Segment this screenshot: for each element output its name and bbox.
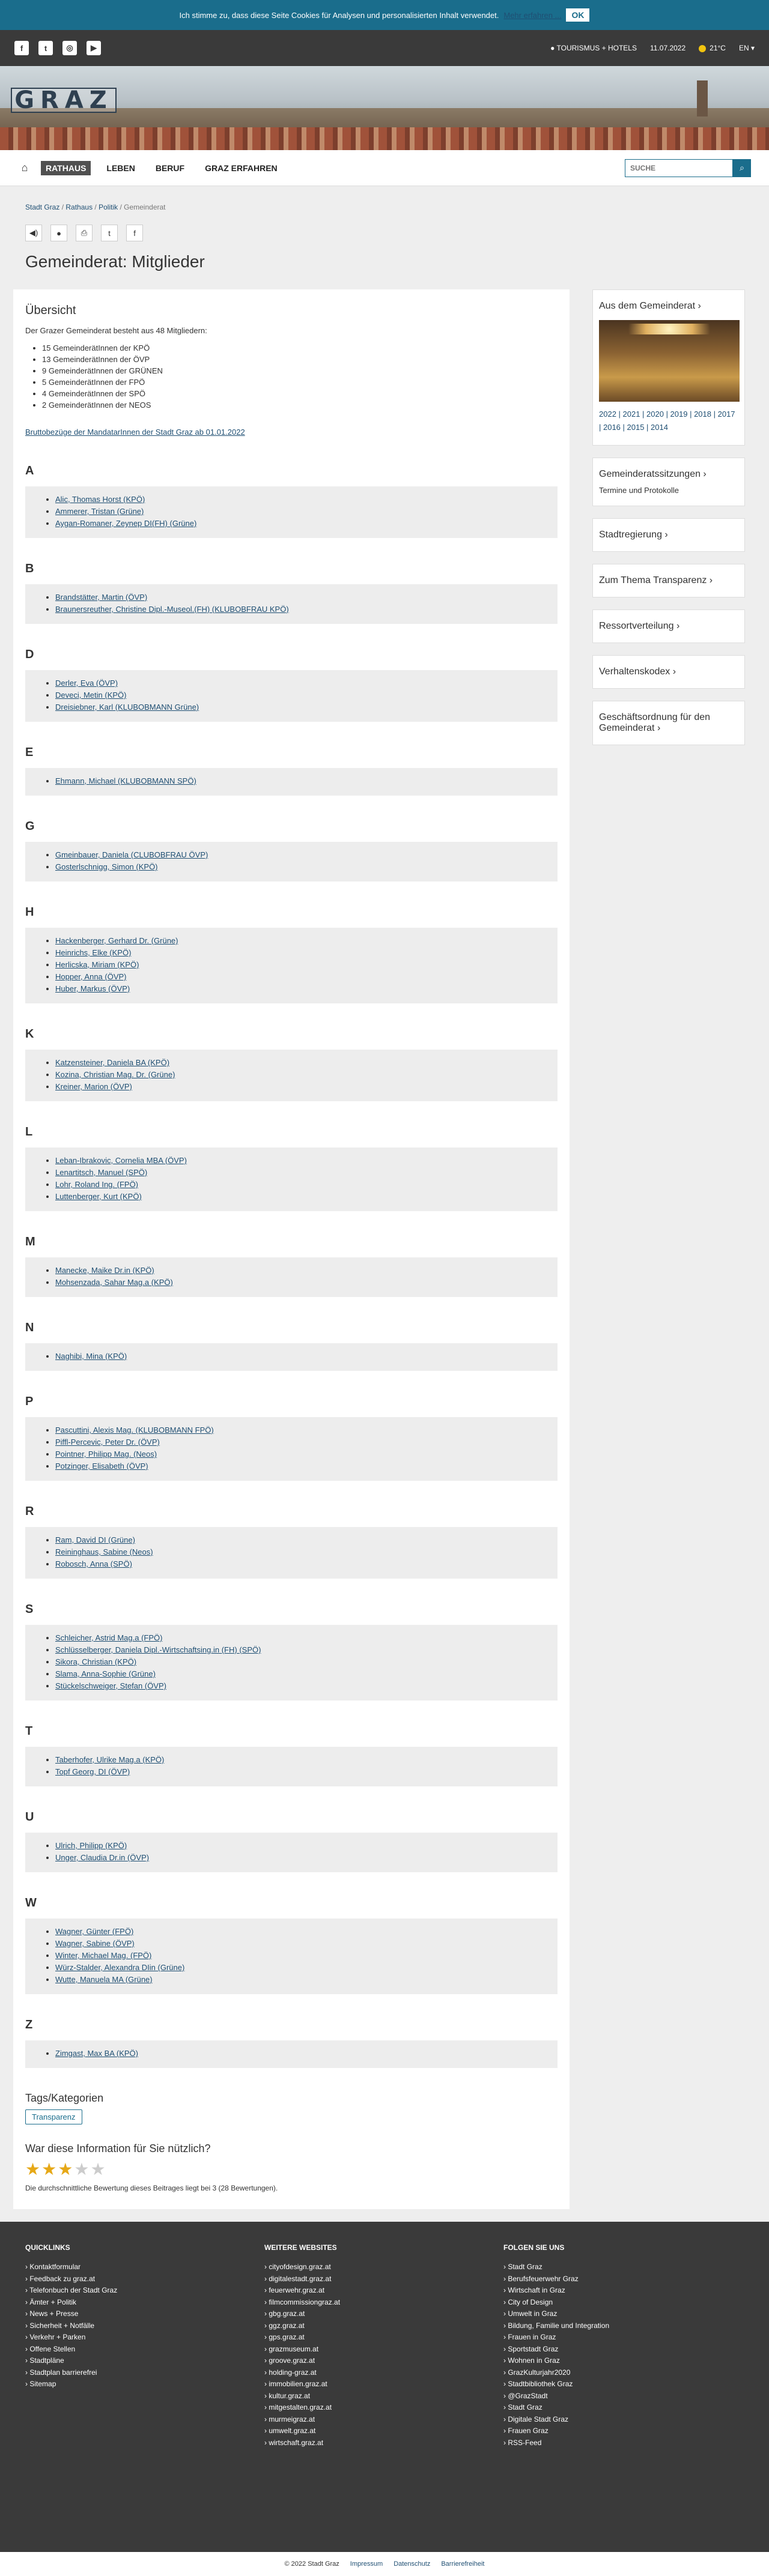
member-group <box>25 1527 558 1579</box>
tags-heading: Tags/Kategorien <box>25 2092 104 2104</box>
card-title[interactable]: Geschäftsordnung für den Gemeinderat › <box>599 712 711 733</box>
list-item <box>55 1436 547 1448</box>
member-group <box>25 1050 558 1101</box>
tourism-link[interactable]: ● TOURISMUS + HOTELS <box>550 44 637 52</box>
footer-link[interactable]: › RSS-Feed <box>503 2437 743 2449</box>
letter-heading: B <box>25 562 34 575</box>
member-link[interactable]: Ehmann, Michael (KLUBOBMANN SPÖ) <box>55 776 196 785</box>
date: 11.07.2022 <box>649 44 686 52</box>
list-item <box>55 947 547 959</box>
list-item <box>55 1632 547 1644</box>
sun-icon <box>699 45 706 52</box>
list-item <box>55 1926 547 1938</box>
rating-stars[interactable] <box>25 2161 558 2178</box>
card-subtitle: Termine und Protokolle <box>599 486 679 495</box>
list-item <box>55 591 547 603</box>
list-item <box>55 1460 547 1472</box>
card-title[interactable]: Verhaltenskodex › <box>599 667 676 677</box>
chat-icon[interactable]: ● <box>50 225 67 241</box>
member-link[interactable]: Heinrichs, Elke (KPÖ) <box>55 948 132 957</box>
bottom-bar <box>0 2552 769 2576</box>
list-item <box>55 1069 547 1081</box>
overview-heading: Übersicht <box>25 304 76 317</box>
footer-websites <box>264 2243 503 2530</box>
member-link[interactable]: Taberhofer, Ulrike Mag.a (KPÖ) <box>55 1755 165 1764</box>
member-group <box>25 1625 558 1701</box>
footer-link[interactable]: › Kontaktformular <box>25 2261 264 2273</box>
member-link[interactable]: Manecke, Maike Dr.in (KPÖ) <box>55 1266 154 1275</box>
member-link[interactable]: Wagner, Günter (FPÖ) <box>55 1927 134 1936</box>
star-icon[interactable]: ★ <box>74 2160 90 2178</box>
overview-list <box>42 342 558 411</box>
list-item <box>55 1754 547 1766</box>
footer-link[interactable]: › Sicherheit + Notfälle <box>25 2320 264 2332</box>
footer-link[interactable]: › gbg.graz.at <box>264 2308 503 2320</box>
member-link[interactable]: Luttenberger, Kurt (KPÖ) <box>55 1192 142 1201</box>
list-item <box>55 1546 547 1558</box>
member-link[interactable]: Huber, Markus (ÖVP) <box>55 984 130 993</box>
footer-link[interactable]: › Offene Stellen <box>25 2344 264 2356</box>
list-item <box>55 1265 547 1277</box>
member-link[interactable]: Reininghaus, Sabine (Neos) <box>55 1547 153 1556</box>
facebook-icon[interactable]: f <box>14 41 29 55</box>
footer-link[interactable]: › cityofdesign.graz.at <box>264 2261 503 2273</box>
star-icon[interactable]: ★ <box>25 2160 41 2178</box>
list-item <box>55 1350 547 1362</box>
main-content <box>13 289 570 2209</box>
list-item <box>55 1668 547 1680</box>
member-link[interactable]: Dreisiebner, Karl (KLUBOBMANN Grüne) <box>55 703 199 712</box>
list-item: • 4 GemeinderätInnen der SPÖ <box>42 388 558 399</box>
list-item <box>55 1974 547 1986</box>
letter-heading: U <box>25 1810 34 1824</box>
member-link[interactable]: Mohsenzada, Sahar Mag.a (KPÖ) <box>55 1278 173 1287</box>
youtube-icon[interactable]: ▶ <box>87 41 101 55</box>
footer-link[interactable]: › ggz.graz.at <box>264 2320 503 2332</box>
rating-text: Die durchschnittliche Bewertung dieses Beitrages liegt bei 3 (28 Bewertungen). <box>25 2184 278 2192</box>
member-link[interactable]: Hackenberger, Gerhard Dr. (Grüne) <box>55 936 178 945</box>
sidebar <box>592 289 745 2209</box>
list-item <box>55 1558 547 1570</box>
card-verhaltenskodex[interactable] <box>592 655 745 689</box>
nav-item-rathaus[interactable]: RATHAUS <box>41 161 91 175</box>
member-group <box>25 1747 558 1786</box>
footer-link[interactable]: › immobilien.graz.at <box>264 2378 503 2390</box>
star-icon[interactable]: ★ <box>41 2160 57 2178</box>
rating-section <box>25 2142 558 2192</box>
overview-intro: Der Grazer Gemeinderat besteht aus 48 Mitgliedern: <box>25 326 207 335</box>
footer-link[interactable]: › umwelt.graz.at <box>264 2425 503 2437</box>
card-title[interactable]: Gemeinderatssitzungen › <box>599 469 707 479</box>
tags-section <box>25 2092 558 2142</box>
list-item <box>55 603 547 615</box>
member-link[interactable]: Katzensteiner, Daniela BA (KPÖ) <box>55 1058 170 1067</box>
star-icon[interactable]: ★ <box>58 2160 73 2178</box>
list-item <box>55 494 547 506</box>
card-title[interactable]: Stadtregierung › <box>599 530 668 540</box>
list-item <box>55 689 547 701</box>
footer-link[interactable]: › @GrazStadt <box>503 2390 743 2402</box>
footer-link[interactable]: › Berufsfeuerwehr Graz <box>503 2273 743 2285</box>
footer-link[interactable]: › Stadtplan barrierefrei <box>25 2367 264 2379</box>
council-hall-image <box>599 320 740 402</box>
list-item <box>55 971 547 983</box>
footer-link[interactable]: › Frauen in Graz <box>503 2332 743 2344</box>
footer-link[interactable]: › News + Presse <box>25 2308 264 2320</box>
member-link[interactable]: Ammerer, Tristan (Grüne) <box>55 507 144 516</box>
list-item <box>55 1938 547 1950</box>
footer-link[interactable]: › Sitemap <box>25 2378 264 2390</box>
member-group <box>25 670 558 722</box>
list-item <box>55 677 547 689</box>
letter-heading: W <box>25 1896 37 1909</box>
member-link[interactable]: Naghibi, Mina (KPÖ) <box>55 1352 127 1361</box>
member-group <box>25 486 558 538</box>
member-link[interactable]: Brandstätter, Martin (ÖVP) <box>55 593 148 602</box>
member-link[interactable]: Ram, David DI (Grüne) <box>55 1535 135 1544</box>
member-link[interactable]: Robosch, Anna (SPÖ) <box>55 1559 132 1568</box>
card-geschaeftsordnung[interactable] <box>592 701 745 745</box>
footer-heading: QUICKLINKS <box>25 2243 70 2252</box>
letter-heading: A <box>25 464 34 477</box>
member-link[interactable]: Alic, Thomas Horst (KPÖ) <box>55 495 145 504</box>
footer-link[interactable]: › Telefonbuch der Stadt Graz <box>25 2285 264 2297</box>
list-item <box>55 1448 547 1460</box>
list-item <box>55 1852 547 1864</box>
member-group <box>25 842 558 881</box>
member-link[interactable]: Slama, Anna-Sophie (Grüne) <box>55 1669 156 1678</box>
list-item <box>55 1277 547 1289</box>
footer-link[interactable]: › holding-graz.at <box>264 2367 503 2379</box>
letter-heading: P <box>25 1395 34 1408</box>
member-group <box>25 1918 558 1994</box>
member-link[interactable]: Potzinger, Elisabeth (ÖVP) <box>55 1462 148 1471</box>
member-link[interactable]: Kozina, Christian Mag. Dr. (Grüne) <box>55 1070 175 1079</box>
list-item <box>55 1766 547 1778</box>
read-aloud-icon[interactable]: ◀) <box>25 225 42 241</box>
year-links[interactable]: 2022 | 2021 | 2020 | 2019 | 2018 | 2017 | 2016 | 2015 | 2014 <box>599 410 735 432</box>
star-icon[interactable]: ★ <box>90 2160 106 2178</box>
nav-item-graz-erfahren[interactable]: GRAZ ERFAHREN <box>205 163 278 173</box>
list-item: • 15 GemeinderätInnen der KPÖ <box>42 342 558 354</box>
card-title[interactable]: Zum Thema Transparenz › <box>599 575 713 585</box>
footer-link[interactable]: › filmcommissiongraz.at <box>264 2297 503 2309</box>
letter-heading: K <box>25 1027 34 1041</box>
impressum-link[interactable]: Impressum <box>350 2560 383 2568</box>
footer-link[interactable]: › Wirtschaft in Graz <box>503 2285 743 2297</box>
list-item <box>55 959 547 971</box>
member-group <box>25 1257 558 1297</box>
toolbar <box>0 211 769 241</box>
footer <box>0 2222 769 2552</box>
search-icon[interactable]: ⌕ <box>733 159 751 177</box>
footer-link[interactable]: › Stadt Graz <box>503 2402 743 2414</box>
members-list <box>25 464 558 2068</box>
footer-link[interactable]: › kultur.graz.at <box>264 2390 503 2402</box>
footer-link[interactable]: › Stadt Graz <box>503 2261 743 2273</box>
weather: 21°C <box>699 44 726 52</box>
footer-link[interactable]: › Verkehr + Parken <box>25 2332 264 2344</box>
member-link[interactable]: Zimgast, Max BA (KPÖ) <box>55 2049 138 2058</box>
footer-link[interactable]: › Stadtbibliothek Graz <box>503 2378 743 2390</box>
footer-link[interactable]: › Stadtpläne <box>25 2355 264 2367</box>
breadcrumb-item[interactable]: Politik <box>99 203 118 211</box>
barrierefreiheit-link[interactable]: Barrierefreiheit <box>441 2560 485 2568</box>
list-item <box>55 1840 547 1852</box>
footer-heading: WEITERE WEBSITES <box>264 2243 337 2252</box>
footer-link[interactable]: › Frauen Graz <box>503 2425 743 2437</box>
cookie-text: Ich stimme zu, dass diese Seite Cookies für Analysen und personalisierten Inhalt verwendet. <box>179 10 499 20</box>
footer-link[interactable]: › gps.graz.at <box>264 2332 503 2344</box>
footer-link[interactable]: › Digitale Stadt Graz <box>503 2414 743 2426</box>
top-bar <box>0 30 769 66</box>
member-link[interactable]: Derler, Eva (ÖVP) <box>55 679 118 688</box>
list-item: • 5 GemeinderätInnen der FPÖ <box>42 376 558 388</box>
letter-heading: H <box>25 906 34 919</box>
list-item <box>55 861 547 873</box>
member-link[interactable]: Stückelschweiger, Stefan (ÖVP) <box>55 1681 166 1690</box>
list-item <box>55 1155 547 1167</box>
letter-heading: D <box>25 648 34 661</box>
list-item <box>55 1424 547 1436</box>
card-stadtregierung[interactable] <box>592 518 745 552</box>
member-link[interactable]: Herlicska, Miriam (KPÖ) <box>55 960 139 969</box>
letter-heading: Z <box>25 2018 33 2031</box>
member-link[interactable]: Wagner, Sabine (ÖVP) <box>55 1939 135 1948</box>
breadcrumb-item[interactable]: Rathaus <box>65 203 93 211</box>
member-link[interactable]: Pascuttini, Alexis Mag. (KLUBOBMANN FPÖ) <box>55 1426 214 1435</box>
list-item <box>55 1081 547 1093</box>
member-link[interactable]: Deveci, Metin (KPÖ) <box>55 691 127 700</box>
breadcrumb-item[interactable]: Stadt Graz <box>25 203 60 211</box>
twitter-icon[interactable]: t <box>38 41 53 55</box>
print-icon[interactable]: ⎙ <box>76 225 93 241</box>
list-item <box>55 1191 547 1203</box>
card-gemeinderatssitzungen[interactable] <box>592 458 745 506</box>
facebook-share-icon[interactable]: f <box>126 225 143 241</box>
header-banner <box>0 66 769 150</box>
list-item: • 2 GemeinderätInnen der NEOS <box>42 399 558 411</box>
member-group <box>25 584 558 624</box>
list-item <box>55 1179 547 1191</box>
letter-heading: L <box>25 1125 33 1138</box>
member-link[interactable]: Hopper, Anna (ÖVP) <box>55 972 127 981</box>
home-icon[interactable]: ⌂ <box>21 162 28 174</box>
member-link[interactable]: Schlüsselberger, Daniela Dipl.-Wirtschaftsing.in (FH) (SPÖ) <box>55 1645 261 1654</box>
card-title[interactable]: Ressortverteilung › <box>599 621 680 631</box>
list-item <box>55 506 547 518</box>
cookie-more-link[interactable]: Mehr erfahren ... <box>503 10 562 20</box>
language-select[interactable]: EN ▾ <box>738 44 755 52</box>
letter-heading: T <box>25 1725 33 1738</box>
list-item <box>55 1680 547 1692</box>
footer-link[interactable]: › GrazKulturjahr2020 <box>503 2367 743 2379</box>
member-link[interactable]: Topf Georg, DI (ÖVP) <box>55 1767 130 1776</box>
member-link[interactable]: Lenartitsch, Manuel (SPÖ) <box>55 1168 148 1177</box>
cookie-ok-button[interactable]: OK <box>566 8 589 22</box>
member-link[interactable]: Pointner, Philipp Mag. (Neos) <box>55 1450 157 1459</box>
tag-transparenz[interactable]: Transparenz <box>25 2109 82 2124</box>
letter-heading: M <box>25 1235 35 1248</box>
footer-quicklinks <box>25 2243 264 2530</box>
copyright: © 2022 Stadt Graz <box>284 2560 339 2568</box>
footer-link[interactable]: › grazmuseum.at <box>264 2344 503 2356</box>
member-link[interactable]: Lohr, Roland Ing. (FPÖ) <box>55 1180 139 1189</box>
breadcrumb: Stadt Graz / Rathaus / Politik / Gemeinderat <box>25 203 166 211</box>
footer-link[interactable]: › murmeigraz.at <box>264 2414 503 2426</box>
footer-link[interactable]: › feuerwehr.graz.at <box>264 2285 503 2297</box>
member-link[interactable]: Aygan-Romaner, Zeynep DI(FH) (Grüne) <box>55 519 197 528</box>
list-item <box>55 983 547 995</box>
member-link[interactable]: Gosterlschnigg, Simon (KPÖ) <box>55 862 158 871</box>
footer-link[interactable]: › Wohnen in Graz <box>503 2355 743 2367</box>
member-link[interactable]: Gmeinbauer, Daniela (CLUBOBFRAU ÖVP) <box>55 850 208 859</box>
card-aus-dem-gemeinderat[interactable] <box>592 289 745 446</box>
rating-heading: War diese Information für Sie nützlich? <box>25 2142 211 2154</box>
main-nav <box>0 150 769 186</box>
footer-link[interactable]: › Bildung, Familie und Integration <box>503 2320 743 2332</box>
list-item <box>55 1962 547 1974</box>
page-title: Gemeinderat: Mitglieder <box>25 252 205 271</box>
list-item <box>55 1656 547 1668</box>
salary-link[interactable]: Bruttobezüge der MandatarInnen der Stadt Graz ab 01.01.2022 <box>25 428 245 437</box>
card-transparenz[interactable] <box>592 564 745 597</box>
list-item <box>55 1534 547 1546</box>
member-link[interactable]: Ulrich, Philipp (KPÖ) <box>55 1841 127 1850</box>
footer-link[interactable]: › Sportstadt Graz <box>503 2344 743 2356</box>
member-group <box>25 768 558 796</box>
list-item <box>55 1167 547 1179</box>
footer-link[interactable]: › Feedback zu graz.at <box>25 2273 264 2285</box>
list-item: • 9 GemeinderätInnen der GRÜNEN <box>42 365 558 376</box>
footer-heading: FOLGEN SIE UNS <box>503 2243 565 2252</box>
letter-heading: R <box>25 1505 34 1518</box>
member-group <box>25 1417 558 1481</box>
list-item <box>55 1644 547 1656</box>
member-link[interactable]: Unger, Claudia Dr.in (ÖVP) <box>55 1853 150 1862</box>
breadcrumb-current: Gemeinderat <box>124 203 166 211</box>
graz-logo[interactable]: GRAZ <box>11 88 117 113</box>
instagram-icon[interactable]: ◎ <box>62 41 77 55</box>
member-link[interactable]: Sikora, Christian (KPÖ) <box>55 1657 137 1666</box>
list-item <box>55 2048 547 2060</box>
list-item <box>55 935 547 947</box>
member-group <box>25 2040 558 2068</box>
list-item <box>55 1057 547 1069</box>
footer-link[interactable]: › Umwelt in Graz <box>503 2308 743 2320</box>
member-link[interactable]: Braunersreuther, Christine Dipl.-Museol.(FH) (KLUBOBFRAU KPÖ) <box>55 605 289 614</box>
member-link[interactable]: Kreiner, Marion (ÖVP) <box>55 1082 132 1091</box>
search-input[interactable] <box>625 159 733 177</box>
footer-link[interactable]: › Ämter + Politik <box>25 2297 264 2309</box>
member-link[interactable]: Leban-Ibrakovic, Cornelia MBA (ÖVP) <box>55 1156 187 1165</box>
member-link[interactable]: Wutte, Manuela MA (Grüne) <box>55 1975 153 1984</box>
member-group <box>25 1343 558 1371</box>
footer-link[interactable]: › digitalestadt.graz.at <box>264 2273 503 2285</box>
list-item <box>55 849 547 861</box>
letter-heading: S <box>25 1603 34 1616</box>
footer-link[interactable]: › mitgestalten.graz.at <box>264 2402 503 2414</box>
member-link[interactable]: Würz-Stalder, Alexandra DIin (Grüne) <box>55 1963 185 1972</box>
member-link[interactable]: Winter, Michael Mag. (FPÖ) <box>55 1951 152 1960</box>
card-ressortverteilung[interactable] <box>592 609 745 643</box>
member-group <box>25 928 558 1003</box>
member-group <box>25 1147 558 1211</box>
list-item <box>55 701 547 713</box>
member-group <box>25 1833 558 1872</box>
letter-heading: G <box>25 820 35 833</box>
member-link[interactable]: Piffl-Percevic, Peter Dr. (ÖVP) <box>55 1438 160 1447</box>
nav-item-leben[interactable]: LEBEN <box>106 163 135 173</box>
list-item <box>55 518 547 530</box>
member-link[interactable]: Schleicher, Astrid Mag.a (FPÖ) <box>55 1633 163 1642</box>
letter-heading: E <box>25 746 34 759</box>
footer-follow <box>503 2243 743 2530</box>
cookie-banner <box>0 0 769 30</box>
footer-link[interactable]: › wirtschaft.graz.at <box>264 2437 503 2449</box>
footer-link[interactable]: › groove.graz.at <box>264 2355 503 2367</box>
list-item: • 13 GemeinderätInnen der ÖVP <box>42 354 558 365</box>
nav-item-beruf[interactable]: BERUF <box>155 163 185 173</box>
card-title[interactable]: Aus dem Gemeinderat › <box>599 301 701 311</box>
twitter-share-icon[interactable]: t <box>101 225 118 241</box>
list-item <box>55 775 547 787</box>
letter-heading: N <box>25 1321 34 1334</box>
list-item <box>55 1950 547 1962</box>
footer-link[interactable]: › City of Design <box>503 2297 743 2309</box>
datenschutz-link[interactable]: Datenschutz <box>394 2560 431 2568</box>
